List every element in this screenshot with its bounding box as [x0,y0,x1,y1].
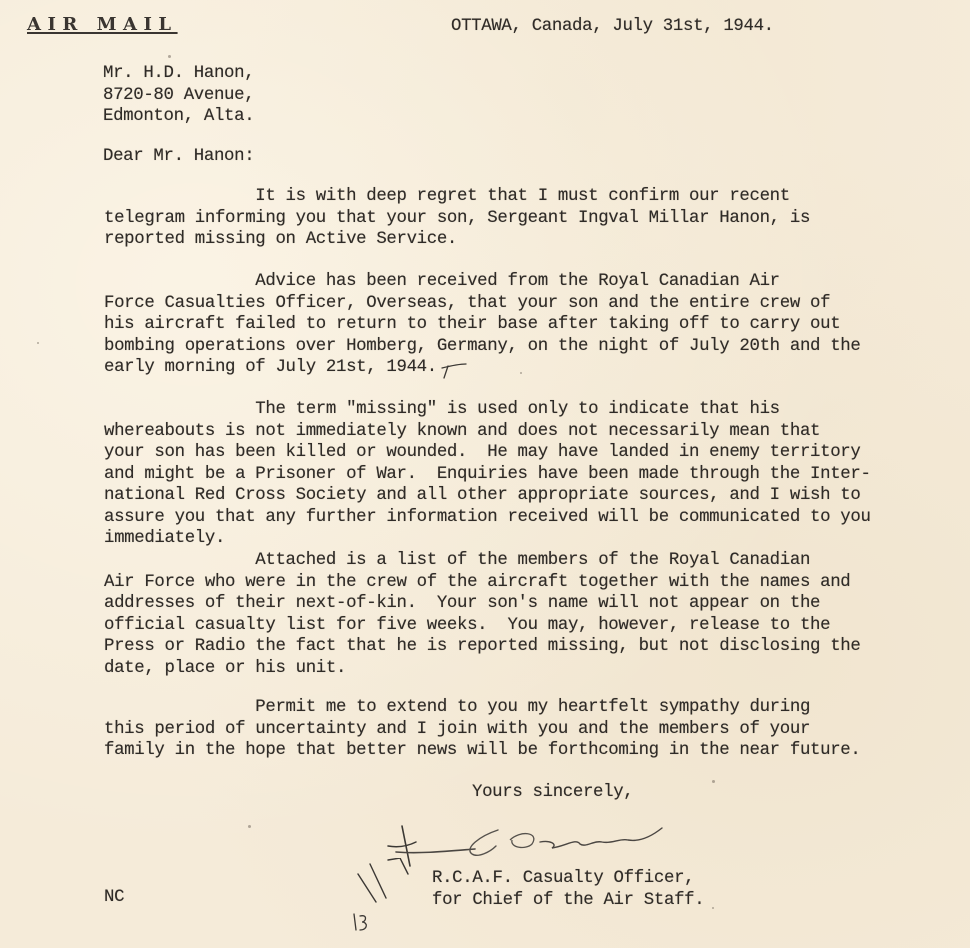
signature-subtitle: for Chief of the Air Staff. [432,890,705,910]
line: Permit me to extend to you my heartfelt sympathy during [104,698,811,717]
line: whereabouts is not immediately known and does not necessarily mean that [104,421,821,441]
line: assure you that any further information received will be communicated to you [104,507,871,527]
line: and might be a Prisoner of War. Enquiries have been made through the Inter- [104,464,871,484]
line: Force Casualties Officer, Overseas, that your son and the entire crew of [104,293,831,313]
line: your son has been killed or wounded. He may have landed in enemy territory [104,443,861,462]
recipient-city: Edmonton, Alta. [103,107,255,126]
recipient-street: 8720-80 Avenue, [103,85,255,105]
signature-block [432,868,704,911]
dateline: OTTAWA, Canada, July 31st, 1944. [451,17,774,36]
recipient-address [103,63,254,128]
line: It is with deep regret that I must confirm our recent [104,187,790,206]
salutation: Dear Mr. Hanon: [103,147,255,166]
typist-initials: NC [104,888,125,907]
line: immediately. [104,529,226,548]
line: addresses of their next-of-kin. Your son's name will not appear on the [104,594,821,613]
paragraph-2 [104,271,860,379]
line: bombing operations over Homberg, Germany, on the night of July 20th and the [104,336,861,356]
line: Attached is a list of the members of the Royal Canadian [104,551,811,570]
line: reported missing on Active Service. [104,230,458,249]
airmail-label: AIR MAIL [27,14,178,35]
pencil-tick-icon [436,362,476,382]
paragraph-4 [104,550,860,679]
line: his aircraft failed to return to their base after taking off to carry out [104,315,841,334]
line: telegram informing you that your son, Sergeant Ingval Millar Hanon, is [104,208,811,228]
paper-speck [168,55,171,58]
recipient-name: Mr. H.D. Hanon, [103,64,255,83]
paper-speck [712,907,714,909]
paper-speck [248,825,251,828]
line: national Red Cross Society and all other appropriate sources, and I wish to [104,486,861,505]
line: The term "missing" is used only to indicate that his [104,400,780,419]
line: Advice has been received from the Royal Canadian Air [104,272,780,291]
line: date, place or his unit. [104,658,347,678]
closing: Yours sincerely, [472,783,634,802]
paper-speck [712,780,715,783]
paper-speck [37,342,39,344]
signature-title: R.C.A.F. Casualty Officer, [432,869,695,888]
line: official casualty list for five weeks. You may, however, release to the [104,615,831,635]
paragraph-5 [104,697,860,762]
line: this period of uncertainty and I join with you and the members of your [104,719,811,739]
line: early morning of July 21st, 1944. [104,358,437,377]
line: Air Force who were in the crew of the aircraft together with the names and [104,572,851,592]
handwritten-margin-note-icon [330,858,420,948]
paragraph-1 [104,186,810,251]
line: family in the hope that better news will be forthcoming in the near future. [104,741,861,760]
line: Press or Radio the fact that he is reported missing, but not disclosing the [104,637,861,656]
paragraph-3 [104,399,871,550]
paper-speck [520,372,522,374]
